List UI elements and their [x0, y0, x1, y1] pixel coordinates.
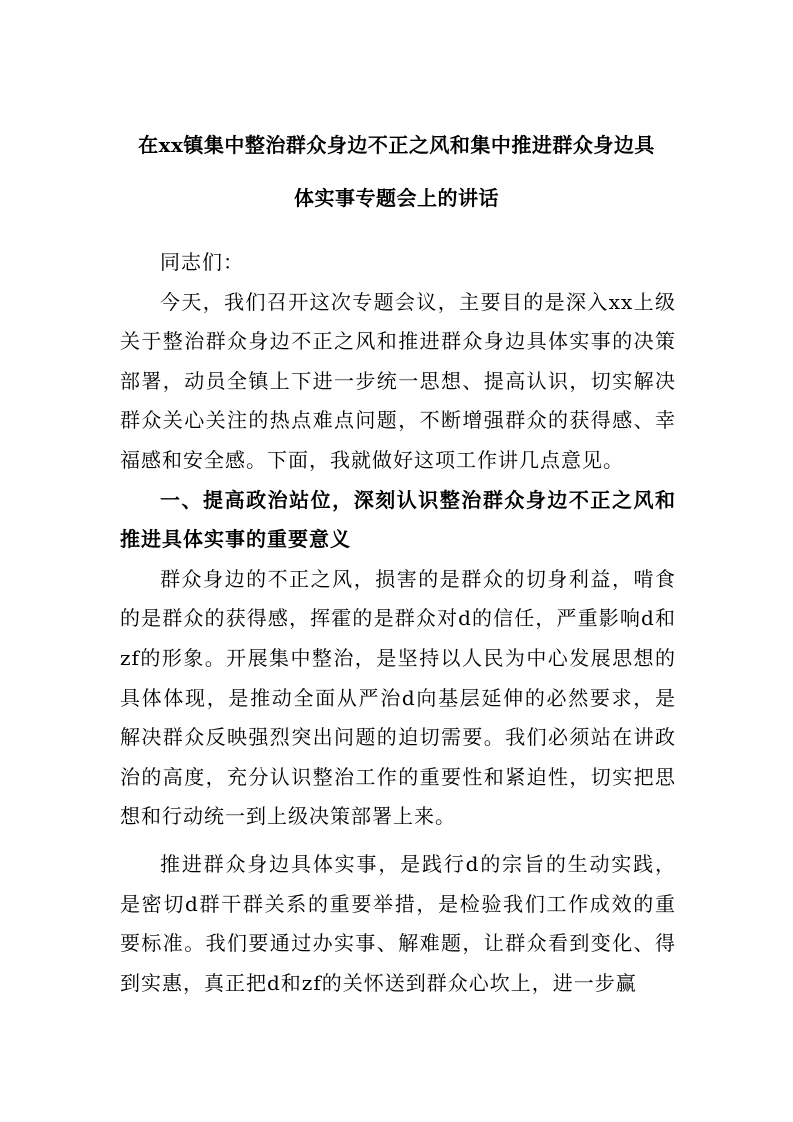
paragraph-practical-matters: 推进群众身边具体实事，是践行d的宗旨的生动实践，是密切d群干群关系的重要举措，是检验我们工作成效的重要标准。我们要通过办实事、解难题，让群众看到变化、得到实惠，真正把d和zf的关怀送到群众心坎上，进一步赢	[120, 851, 676, 995]
paragraph-significance: 群众身边的不正之风，损害的是群众的切身利益，啃食的是群众的获得感，挥霍的是群众对d的信任，严重影响d和zf的形象。开展集中整治，是坚持以人民为中心发展思想的具体体现，是推动全面从严治d向基层延伸的必然要求，是解决群众反映强烈突出问题的迫切需要。我们必须站在讲政治的高度，充分认识整治工作的重要性和紧迫性，切实把思想和行动统一到上级决策部署上来。	[120, 566, 676, 829]
document-body	[120, 243, 676, 1003]
paragraph-intro: 今天，我们召开这次专题会议，主要目的是深入xx上级关于整治群众身边不正之风和推进群众身边具体实事的决策部署，动员全镇上下进一步统一思想、提高认识，切实解决群众关心关注的热点难点问题，不断增强群众的获得感、幸福感和安全感。下面，我就做好这项工作讲几点意见。	[120, 289, 676, 472]
greeting: 同志们：	[160, 250, 244, 274]
document-title-line-1: 在xx镇集中整治群众身边不正之风和集中推进群众身边具	[138, 133, 655, 157]
section-heading-1: 一、提高政治站位，深刻认识整治群众身边不正之风和推进具体实事的重要意义	[120, 487, 676, 552]
document-title-line-2: 体实事专题会上的讲话	[294, 186, 499, 210]
